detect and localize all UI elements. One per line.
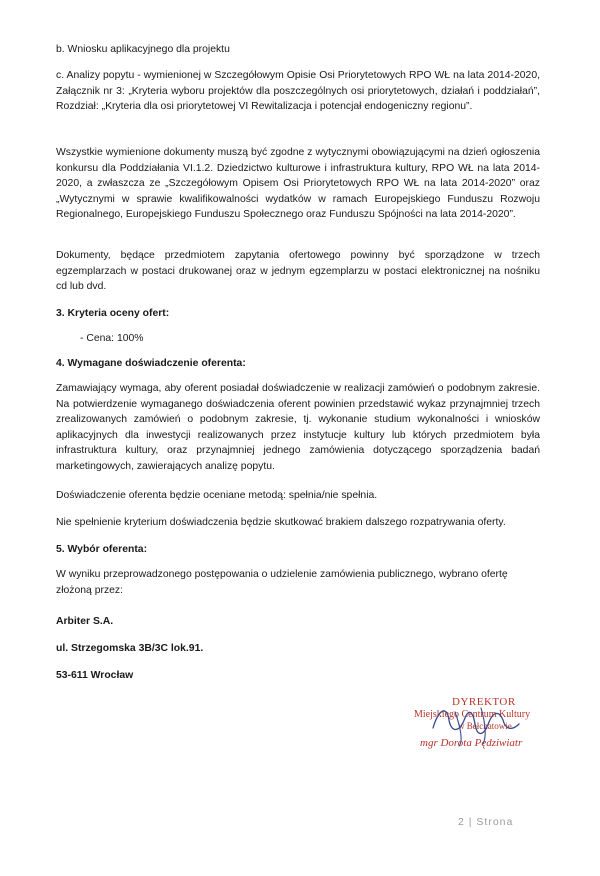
heading-selection: 5. Wybór oferenta:: [56, 544, 148, 555]
criteria-price: - Cena: 100%: [80, 333, 144, 344]
company-city: 53-611 Wrocław: [56, 670, 134, 681]
stamp-name: mgr Dorota Pędziwiatr: [420, 737, 523, 749]
paragraph-documents-format: Dokumenty, będące przedmiotem zapytania ofertowego powinny być sporządzone w trzech egzemplarzach w postaci drukowanej oraz w jednym egzemplarzu w postaci elektronicznej na nośniku cd lub dvd.: [56, 250, 540, 293]
paragraph-experience-body: Zamawiający wymaga, aby oferent posiadał doświadczenie w realizacji zamówień o podobnym zakresie. Na potwierdzenie wymaganego doświadczenia oferent powinien przedstawić wykaz przynajmniej trzech zrealizowanych zamówień o podobnym zakresie, tj. wykonanie studium wykonalności i wniosków aplikacyjnych dla inwestycji realizowanych przez instytucje kultury lub których przedmiotem była infrastruktura kultury, oraz przynajmniej jednego zamówienia dotyczącego sporządzenia badań marketingowych, zawierających analizę popytu.: [56, 383, 540, 472]
paragraph-documents-compliance: Wszystkie wymienione dokumenty muszą być zgodne z wytycznymi obowiązującymi na dzień ogłoszenia konkursu dla Poddziałania VI.1.2. Dziedzictwo kulturowe i infrastruktura kultury, RPO WŁ na lata 2014-2020, a zwłaszcza ze „Szczegółowym Opisem Osi Priorytetowych RPO WŁ na lata 2014-2020” oraz „Wytycznymi w sprawie kwalifikowalności wydatków w ramach Europejskiego Funduszu Rozwoju Regionalnego, Europejskiego Funduszu Społecznego oraz Funduszu Spójności na lata 2014-2020”.: [56, 147, 540, 221]
company-name: Arbiter S.A.: [56, 616, 114, 627]
page-number: 2 | Strona: [458, 816, 514, 828]
stamp-institution: Miejskiego Centrum Kultury: [414, 709, 531, 720]
paragraph-c: c. Analizy popytu - wymienionej w Szczegółowym Opisie Osi Priorytetowych RPO WŁ na lata 2014-2020, Załącznik nr 3: „Kryteria wyboru projektów dla poszczególnych osi priorytetowych, działań i poddziałań”, Rozdział: „Kryteria dla osi priorytetowej VI Rewitalizacja i potencjał endogeniczny regionu”.: [56, 70, 540, 113]
paragraph-b: b. Wniosku aplikacyjnego dla projektu: [56, 44, 230, 55]
paragraph-experience-consequence: Nie spełnienie kryterium doświadczenia będzie skutkować brakiem dalszego rozpatrywania oferty.: [56, 517, 506, 528]
paragraph-selection-body: W wyniku przeprowadzonego postępowania o udzielenie zamówienia publicznego, wybrano ofertę złożoną przez:: [56, 569, 508, 596]
handwritten-signature: [425, 698, 535, 748]
paragraph-experience-method: Doświadczenie oferenta będzie oceniane metodą: spełnia/nie spełnia.: [56, 490, 378, 501]
heading-criteria: 3. Kryteria oceny ofert:: [56, 308, 170, 319]
stamp-title: DYREKTOR: [452, 696, 516, 708]
company-street: ul. Strzegomska 3B/3C lok.91.: [56, 643, 204, 654]
heading-experience: 4. Wymagane doświadczenie oferenta:: [56, 358, 246, 369]
stamp-city: w Bełchatowie: [458, 721, 512, 731]
